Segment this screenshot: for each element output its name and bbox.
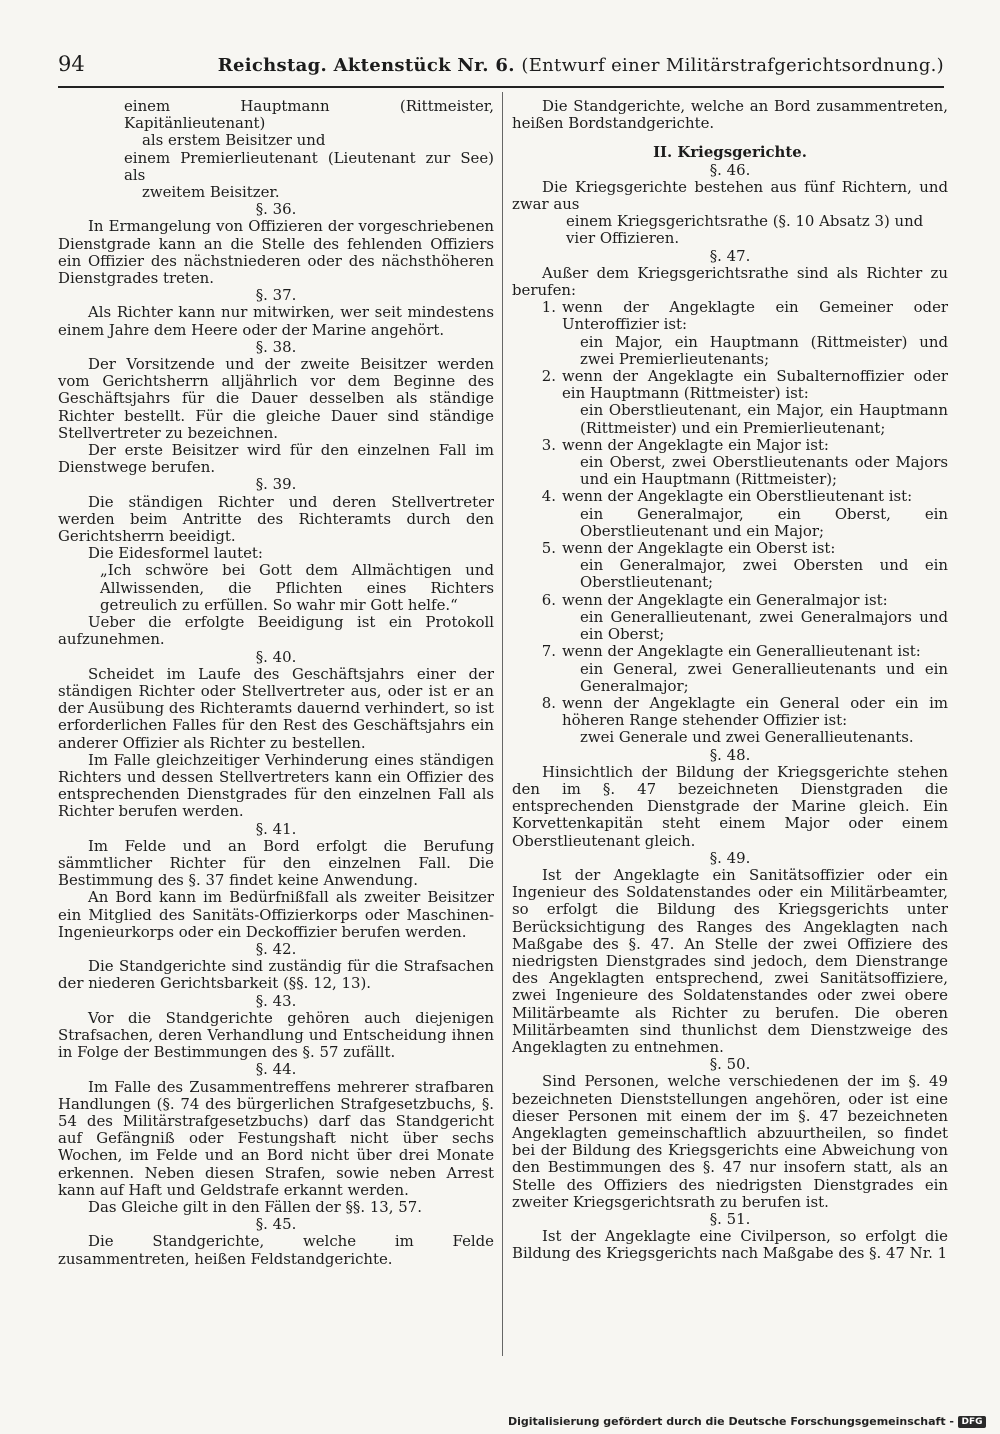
running-title-main: Reichstag. Aktenstück Nr. 6. [217,55,515,76]
left-column [58,98,494,1268]
paragraph-text: An Bord kann im Bedürfnißfall als zweiter Beisitzer ein Mitglied des Sanitäts-Offizierkorps oder Maschinen-Ingenieurkorps oder ein Deckoffizier berufen werden. [58,888,494,941]
list-item-judges: ein Generallieutenant, zwei Generalmajors und ein Oberst; [580,607,948,644]
paragraph-heading: §. 51. [709,1210,751,1228]
section-heading: II. Kriegsgerichte. [653,143,807,162]
list-item: 4. wenn der Angeklagte ein Oberstlieutenant ist: ein Generalmajor, ein Oberst, ein Oberstlieutenant und ein Major; [541,487,948,540]
page-number: 94 [58,52,85,76]
paragraph-text: Die Standgerichte, welche an Bord zusammentreten, heißen Bordstandgerichte. [512,97,948,133]
paragraph-text: Die Eidesformel lautet: [88,544,263,563]
list-item: 1. wenn der Angeklagte ein Gemeiner oder Unteroffizier ist: ein Major, ein Hauptmann (Rittmeister) und zwei Premierlieutenants; [541,298,948,368]
paragraph-text: Die Standgerichte sind zuständig für die Strafsachen der niederen Gerichtsbarkeit (§§. 12, 13). [58,957,494,993]
paragraph-heading: §. 36. [255,200,297,219]
paragraph-heading: §. 41. [255,819,297,838]
intro-line: als erstem Beisitzer und [142,131,326,150]
paragraph-text: Der Vorsitzende und der zweite Beisitzer werden vom Gerichtsherrn alljährlich vor dem Beginne des Geschäftsjahrs für die Dauer desselben als ständige Richter bestellt. Für die gleiche Dauer sind ständige Stellvertreter zu bezeichnen. [58,355,494,442]
dfg-logo-icon: DFG [958,1416,986,1428]
paragraph-text: Ist der Angeklagte eine Civilperson, so erfolgt die Bildung des Kriegsgerichts nach Maßgabe des §. 47 Nr. 1 [512,1227,948,1263]
paragraph-text: Im Felde und an Bord erfolgt die Berufung sämmtlicher Richter für den einzelnen Fall. Die Bestimmung des §. 37 findet keine Anwendung. [58,836,494,890]
paragraph-heading: §. 49. [709,848,751,867]
paragraph-text: Als Richter kann nur mitwirken, wer seit mindestens einem Jahre dem Heere oder der Marine angehört. [58,303,494,339]
paragraph-heading: §. 45. [255,1215,297,1234]
judge-composition-list [512,299,948,746]
paragraph-text: Die Kriegsgerichte bestehen aus fünf Richtern, und zwar aus [512,177,948,214]
right-column [512,98,948,1263]
paragraph-text: Außer dem Kriegsgerichtsrathe sind als Richter zu berufen: [512,263,948,300]
paragraph-heading: §. 38. [255,337,297,356]
paragraph-text: Im Falle gleichzeitiger Verhinderung eines ständigen Richters und dessen Stellvertreters kann ein Offizier des entsprechenden Dienstgrades für den einzelnen Fall als Richter berufen werden. [58,750,494,821]
paragraph-text: Vor die Standgerichte gehören auch diejenigen Strafsachen, deren Verhandlung und Entscheidung ihnen in Folge der Bestimmungen des §. 57 zufällt. [58,1008,494,1062]
list-item-judges: ein General, zwei Generallieutenants und ein Generalmajor; [580,659,948,695]
paragraph-text: Die Standgerichte, welche im Felde zusammentreten, heißen Feldstandgerichte. [58,1232,494,1268]
intro-line: einem Premierlieutenant (Lieutenant zur See) als [124,148,494,184]
list-item-condition: wenn der Angeklagte ein Oberst ist: [562,539,836,558]
list-item-judges: ein Major, ein Hauptmann (Rittmeister) und zwei Premierlieutenants; [580,332,948,368]
list-item-condition: wenn der Angeklagte ein Major ist: [562,435,829,454]
paragraph-text: Sind Personen, welche verschiedenen der im §. 49 bezeichneten Dienststellungen angehören, oder ist eine dieser Personen mit einem der im §. 47 bezeichneten Angeklagten gemeinschaftlich abzuurtheilen, so findet bei der Bildung des Kriegsgerichts eine Abweichung von den Bestimmungen des §. 47 nur insofern statt, als an Stelle des Offiziers des niedrigsten Dienstgrades ein zweiter Kriegsgerichtsrath zu berufen ist. [512,1072,948,1211]
paragraph-heading: §. 39. [255,475,297,494]
paragraph-heading: §. 44. [255,1060,297,1079]
list-item-condition: wenn der Angeklagte ein Generalmajor ist: [562,590,888,609]
list-item: 5. wenn der Angeklagte ein Oberst ist: ein Generalmajor, zwei Obersten und ein Oberstlieutenant; [541,539,948,592]
intro-line: einem Hauptmann (Rittmeister, Kapitänlieutenant) [124,97,494,133]
list-line: einem Kriegsgerichtsrathe (§. 10 Absatz 3) und [566,212,924,231]
paragraph-text: Die ständigen Richter und deren Stellvertreter werden beim Antritte des Richteramts durch den Gerichtsherrn beeidigt. [58,492,494,546]
paragraph-text: Hinsichtlich der Bildung der Kriegsgerichte stehen den im §. 47 bezeichneten Dienstgraden die entsprechenden Dienstgrade der Marine gleich. Ein Korvettenkapitän steht einem Major oder einem Oberstlieutenant gleich. [512,762,948,850]
paragraph-heading: §. 47. [709,246,751,265]
paragraph-heading: §. 43. [255,991,297,1010]
column-divider [502,92,503,1356]
list-item: 2. wenn der Angeklagte ein Subalternoffizier oder ein Hauptmann (Rittmeister) ist: ein Oberstlieutenant, ein Major, ein Hauptmann (Rittmeister) und ein Premierlieutenant; [541,367,948,437]
list-item-judges: ein Oberstlieutenant, ein Major, ein Hauptmann (Rittmeister) und ein Premierlieutenant; [580,401,948,437]
list-item: 3. wenn der Angeklagte ein Major ist: ein Oberst, zwei Oberstlieutenants oder Majors und ein Hauptmann (Rittmeister); [541,435,948,489]
paragraph-text: In Ermangelung von Offizieren der vorgeschriebenen Dienstgrade kann an die Stelle des fehlenden Offiziers ein Offizier des nächstniederen oder des nächsthöheren Dienstgrades treten. [58,217,494,288]
paragraph-text: Scheidet im Laufe des Geschäftsjahrs einer der ständigen Richter oder Stellvertreter aus, oder ist er an der Ausübung des Richteramts dauernd verhindert, so ist erforderlichen Falles für den Rest des Geschäftsjahrs ein anderer Offizier als Richter zu bestellen. [58,664,494,752]
running-title [218,55,944,76]
oath-formula: „Ich schwöre bei Gott dem Allmächtigen und Allwissenden, die Pflichten eines Richters getreulich zu erfüllen. So wahr mir Gott helfe.“ [100,561,494,614]
list-item-condition: wenn der Angeklagte ein Oberstlieutenant ist: [562,487,913,506]
paragraph-heading: §. 46. [709,160,751,179]
paragraph-heading: §. 40. [255,647,297,666]
paragraph-heading: §. 37. [255,286,297,305]
paragraph-text: Der erste Beisitzer wird für den einzelnen Fall im Dienstwege berufen. [58,441,494,477]
paragraph-text: Im Falle des Zusammentreffens mehrerer strafbaren Handlungen (§. 74 des bürgerlichen Strafgesetzbuchs, §. 54 des Militärstrafgesetzbuchs) darf das Standgericht auf Gefängniß oder Festungshaft nicht über sechs Wochen, im Felde und an Bord nicht über drei Monate erkennen. Neben diesen Strafen, sowie neben Arrest kann auf Haft und Geldstrafe erkannt werden. [58,1077,494,1199]
list-item-judges: zwei Generale und zwei Generallieutenants. [580,728,914,747]
list-item: 6. wenn der Angeklagte ein Generalmajor ist: ein Generallieutenant, zwei Generalmajors und ein Oberst; [541,590,948,644]
list-item-condition: wenn der Angeklagte ein Gemeiner oder Unteroffizier ist: [562,298,948,334]
list-line: vier Offizieren. [566,229,680,248]
list-item-condition: wenn der Angeklagte ein Subalternoffizier oder ein Hauptmann (Rittmeister) ist: [562,367,948,403]
digitization-credit [508,1415,986,1428]
paragraph-text: Das Gleiche gilt in den Fällen der §§. 13, 57. [88,1198,422,1216]
intro-line: zweitem Beisitzer. [142,183,280,202]
paragraph-heading: §. 48. [709,745,751,764]
list-item: 7. wenn der Angeklagte ein Generallieutenant ist: ein General, zwei Generallieutenants und ein Generalmajor; [541,642,948,695]
page-header [58,52,944,88]
list-item-condition: wenn der Angeklagte ein Generallieutenant ist: [562,642,921,661]
paragraph-text: Ist der Angeklagte ein Sanitätsoffizier oder ein Ingenieur des Soldatenstandes oder ein Militärbeamter, so erfolgt die Bildung des Kriegsgerichts unter Berücksichtigung des Ranges des Angeklagten nach Maßgabe des §. 47. An Stelle der zwei Offiziere des niedrigsten Dienstgrades sind jedoch, dem Dienstrange des Angeklagten entsprechend, zwei Sanitätsoffiziere, zwei Ingenieure des Soldatenstandes oder zwei obere Militärbeamte als Richter zu berufen. Die oberen Militärbeamten sind thunlichst dem Dienstzweige des Angeklagten zu entnehmen. [512,865,948,1056]
running-title-sub: (Entwurf einer Militärstrafgerichtsordnung.) [521,55,944,76]
list-item-judges: ein Generalmajor, ein Oberst, ein Oberstlieutenant und ein Major; [580,504,948,540]
list-item-condition: wenn der Angeklagte ein General oder ein im höheren Range stehender Offizier ist: [562,693,948,730]
paragraph-heading: §. 50. [709,1055,751,1074]
paragraph-text: Ueber die erfolgte Beeidigung ist ein Protokoll aufzunehmen. [58,613,494,649]
list-item: 8. wenn der Angeklagte ein General oder ein im höheren Range stehender Offizier ist: zwei Generale und zwei Generallieutenants. [541,693,948,747]
list-item-judges: ein Generalmajor, zwei Obersten und ein Oberstlieutenant; [580,556,948,592]
paragraph-heading: §. 42. [255,939,297,958]
credit-text: Digitalisierung gefördert durch die Deutsche Forschungsgemeinschaft - [507,1415,954,1428]
list-item-judges: ein Oberst, zwei Oberstlieutenants oder Majors und ein Hauptmann (Rittmeister); [580,453,948,489]
